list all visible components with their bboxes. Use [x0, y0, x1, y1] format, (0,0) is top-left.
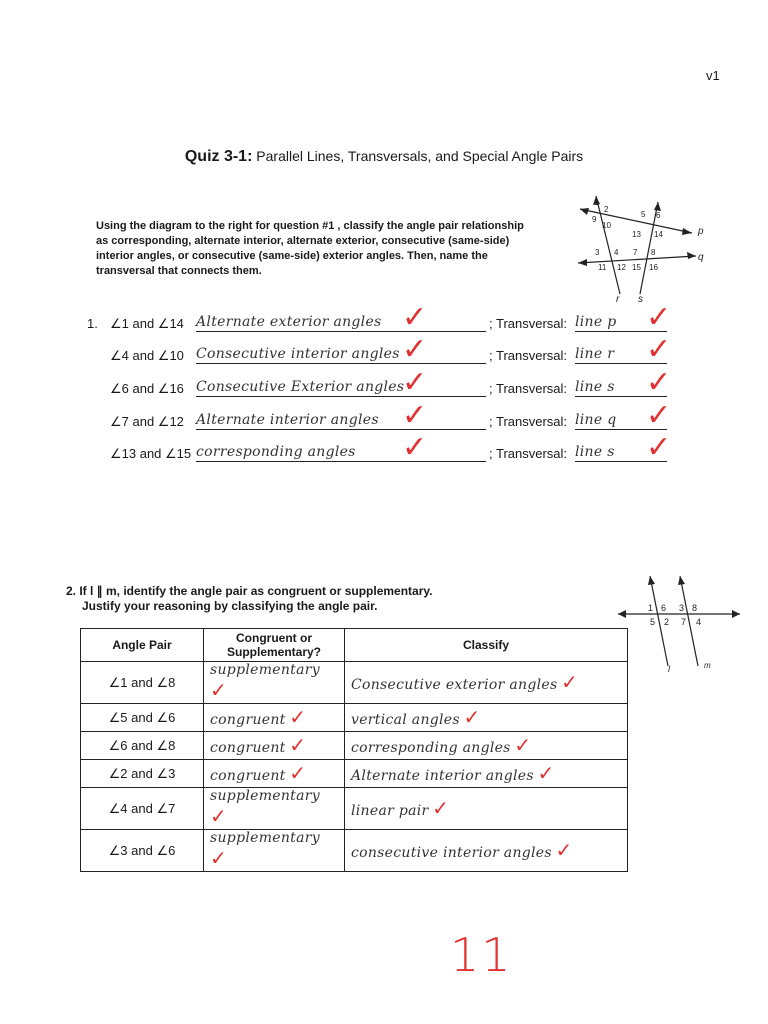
angle-2: 2 [604, 205, 609, 214]
angle-pair: ∠6 and ∠16 [110, 381, 184, 396]
handwritten-score: 11 [450, 928, 513, 982]
classify-answer: linear pair [351, 803, 429, 819]
arrow-p-left-icon [580, 208, 589, 215]
answer-transversal[interactable]: line s [575, 379, 667, 397]
answer-transversal[interactable]: line p [575, 314, 667, 332]
angle-4: 4 [614, 248, 619, 257]
angle-11: 11 [598, 263, 607, 272]
diagram-parallel-lm [612, 570, 744, 674]
arrow-left-icon [618, 610, 626, 618]
answer-relationship[interactable]: Alternate exterior angles [196, 314, 486, 332]
angle-13: 13 [632, 230, 641, 239]
arrow-s-icon [654, 202, 661, 211]
classify-answer: Alternate interior angles [351, 768, 534, 784]
answer-relationship[interactable]: corresponding angles [196, 444, 486, 462]
q2-prompt [66, 584, 433, 614]
classify-answer: corresponding angles [351, 740, 511, 756]
label-p: p [698, 226, 704, 237]
answer-transversal[interactable]: line r [575, 346, 667, 364]
angle-pair: ∠6 and ∠8 [81, 732, 204, 760]
angle-6: 6 [656, 211, 661, 220]
q2-table [80, 628, 628, 872]
answer-relationship[interactable]: Consecutive interior angles [196, 346, 486, 364]
answer-transversal[interactable]: line q [575, 412, 667, 430]
cs-cell[interactable] [204, 704, 345, 732]
angle-6: 6 [661, 603, 667, 613]
check-mark-icon: ✓ [289, 735, 306, 757]
angle-1: 1 [595, 198, 600, 207]
transversal-label: ; Transversal: [489, 414, 568, 429]
angle-pair: ∠7 and ∠12 [110, 414, 184, 429]
angle-pair: ∠1 and ∠8 [81, 662, 204, 704]
classify-answer: vertical angles [351, 712, 460, 728]
label-m: m [704, 661, 711, 670]
classify-cell[interactable] [345, 760, 628, 788]
check-mark-icon: ✓ [289, 707, 306, 729]
angle-pair: ∠13 and ∠15 [110, 446, 192, 461]
classify-cell[interactable] [345, 704, 628, 732]
check-mark-icon: ✓ [463, 707, 481, 729]
cs-answer: supplementary [210, 662, 320, 678]
cs-answer: congruent [210, 768, 286, 784]
table-row [81, 830, 628, 872]
check-mark-icon: ✓ [210, 680, 227, 702]
check-mark-icon: ✓ [402, 332, 428, 367]
check-mark-icon: ✓ [555, 840, 573, 862]
table-header-row [81, 629, 628, 662]
angle-8: 8 [651, 248, 656, 257]
check-mark-icon: ✓ [210, 848, 227, 870]
table-row [81, 704, 628, 732]
instructions: Using the diagram to the right for question #1 , classify the angle pair relationship as corresponding, alternate interior, alternate exterior, consecutive (same-side) interior angles, or consecutive (same-side) exterior angles. Then, name the transversal that connects them. [96, 220, 524, 277]
angle-pair: ∠5 and ∠6 [81, 704, 204, 732]
angle-7: 7 [633, 248, 638, 257]
label-r: r [616, 294, 620, 304]
table-row [81, 732, 628, 760]
check-mark-icon: ✓ [514, 735, 532, 757]
arrow-right-icon [732, 610, 740, 618]
answer-relationship[interactable]: Alternate interior angles [196, 412, 486, 430]
label-q: q [698, 252, 704, 263]
quiz-subtitle: Parallel Lines, Transversals, and Special Angle Pairs [252, 148, 584, 164]
cs-answer: supplementary [210, 788, 320, 804]
angle-9: 9 [592, 215, 597, 224]
transversal-label: ; Transversal: [489, 316, 568, 331]
cs-cell[interactable] [204, 830, 345, 872]
table-row [81, 760, 628, 788]
angle-pair: ∠1 and ∠14 [110, 316, 184, 331]
classify-answer: Consecutive exterior angles [351, 677, 558, 693]
check-mark-icon: ✓ [537, 763, 555, 785]
check-mark-icon: ✓ [646, 300, 672, 335]
cs-cell[interactable] [204, 788, 345, 830]
q2-prompt-line2: Justify your reasoning by classifying the angle pair. [82, 599, 378, 613]
classify-cell[interactable] [345, 788, 628, 830]
angle-4: 4 [696, 617, 702, 627]
arrow-l-icon [648, 576, 655, 585]
check-mark-icon: ✓ [402, 365, 428, 400]
check-mark-icon: ✓ [402, 300, 428, 335]
label-s: s [638, 294, 643, 304]
transversal-label: ; Transversal: [489, 446, 568, 461]
answer-relationship[interactable]: Consecutive Exterior angles [196, 379, 486, 397]
answer-transversal[interactable]: line s [575, 444, 667, 462]
q1-row [0, 430, 768, 468]
q2-prompt-line1: 2. If l ∥ m, identify the angle pair as congruent or supplementary. [66, 584, 433, 598]
angle-pair: ∠2 and ∠3 [81, 760, 204, 788]
cs-cell[interactable] [204, 732, 345, 760]
check-mark-icon: ✓ [561, 672, 578, 694]
diagram-transversals-pq-rs [570, 188, 710, 304]
header-classify: Classify [345, 629, 628, 662]
angle-7: 7 [681, 617, 687, 627]
check-mark-icon: ✓ [432, 798, 449, 820]
angle-1: 1 [648, 603, 654, 613]
arrow-p-icon [682, 228, 692, 235]
cs-answer: supplementary [210, 830, 320, 846]
version-label: v1 [706, 68, 720, 83]
arrow-q-left-icon [578, 259, 587, 266]
angle-16: 16 [649, 263, 658, 272]
cs-answer: congruent [210, 712, 286, 728]
angle-10: 10 [602, 221, 611, 230]
angle-3: 3 [595, 248, 600, 257]
label-l: l [668, 664, 670, 674]
question-number: 1. [87, 316, 98, 331]
angle-5: 5 [641, 210, 646, 219]
angle-14: 14 [654, 230, 663, 239]
check-mark-icon: ✓ [210, 806, 227, 828]
angle-2: 2 [664, 617, 670, 627]
transversal-label: ; Transversal: [489, 381, 568, 396]
classify-cell[interactable] [345, 830, 628, 872]
cs-cell[interactable] [204, 662, 345, 704]
classify-cell[interactable] [345, 732, 628, 760]
arrow-q-icon [687, 252, 696, 259]
angle-pair: ∠3 and ∠6 [81, 830, 204, 872]
angle-3: 3 [679, 603, 685, 613]
angle-8: 8 [692, 603, 698, 613]
check-mark-icon: ✓ [646, 430, 672, 465]
header-congruent-supplementary: Congruent or Supplementary? [204, 629, 345, 662]
classify-cell[interactable] [345, 662, 628, 704]
arrow-m-icon [678, 576, 685, 585]
table-row [81, 662, 628, 704]
quiz-title [0, 148, 768, 166]
angle-12: 12 [617, 263, 626, 272]
angle-pair: ∠4 and ∠10 [110, 348, 184, 363]
angle-pair: ∠4 and ∠7 [81, 788, 204, 830]
check-mark-icon: ✓ [646, 332, 672, 367]
check-mark-icon: ✓ [646, 365, 672, 400]
cs-cell[interactable] [204, 760, 345, 788]
check-mark-icon: ✓ [646, 398, 672, 433]
quiz-number: Quiz 3-1: [184, 148, 253, 165]
check-mark-icon: ✓ [289, 763, 306, 785]
check-mark-icon: ✓ [402, 398, 428, 433]
header-angle-pair: Angle Pair [81, 629, 204, 662]
check-mark-icon: ✓ [402, 430, 428, 465]
angle-5: 5 [650, 617, 656, 627]
line-q [578, 256, 696, 263]
transversal-label: ; Transversal: [489, 348, 568, 363]
cs-answer: congruent [210, 740, 286, 756]
classify-answer: consecutive interior angles [351, 845, 552, 861]
angle-15: 15 [632, 263, 641, 272]
table-row [81, 788, 628, 830]
